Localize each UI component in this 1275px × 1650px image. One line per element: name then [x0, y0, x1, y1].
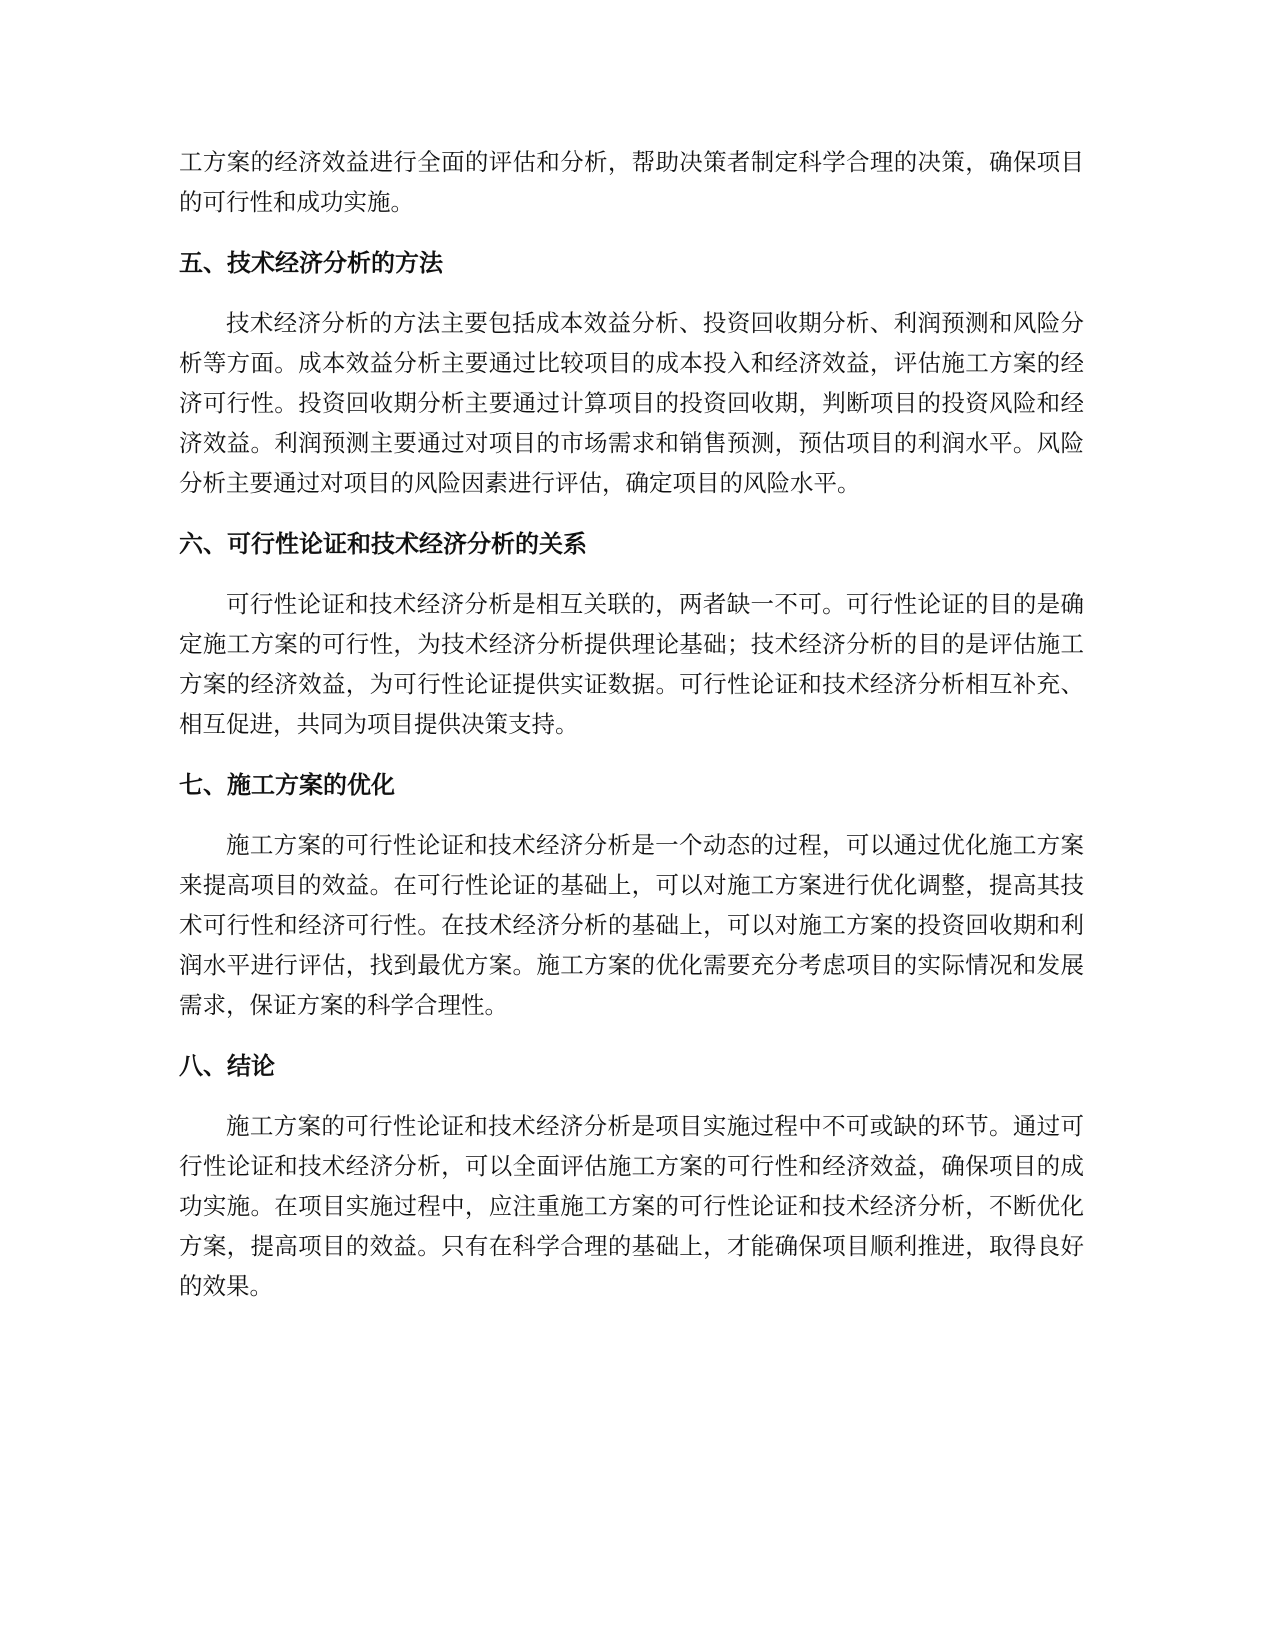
section-body-5: 技术经济分析的方法主要包括成本效益分析、投资回收期分析、利润预测和风险分析等方面。成本效益分析主要通过比较项目的成本投入和经济效益，评估施工方案的经济可行性。投资回收期分析主要通过计算项目的投资回收期，判断项目的投资风险和经济效益。利润预测主要通过对项目的市场需求和销售预测，预估项目的利润水平。风险分析主要通过对项目的风险因素进行评估，确定项目的风险水平。 — [179, 309, 1084, 497]
section-body-6: 可行性论证和技术经济分析是相互关联的，两者缺一不可。可行性论证的目的是确定施工方案的可行性，为技术经济分析提供理论基础；技术经济分析的目的是评估施工方案的经济效益，为可行性论证提供实证数据。可行性论证和技术经济分析相互补充、相互促进，共同为项目提供决策支持。 — [179, 590, 1084, 738]
section-heading-7: 七、施工方案的优化 — [179, 771, 395, 799]
section-heading-6: 六、可行性论证和技术经济分析的关系 — [179, 530, 587, 558]
section-body-7: 施工方案的可行性论证和技术经济分析是一个动态的过程，可以通过优化施工方案来提高项目的效益。在可行性论证的基础上，可以对施工方案进行优化调整，提高其技术可行性和经济可行性。在技术经济分析的基础上，可以对施工方案的投资回收期和利润水平进行评估，找到最优方案。施工方案的优化需要充分考虑项目的实际情况和发展需求，保证方案的科学合理性。 — [179, 831, 1084, 1019]
section-body-8: 施工方案的可行性论证和技术经济分析是项目实施过程中不可或缺的环节。通过可行性论证和技术经济分析，可以全面评估施工方案的可行性和经济效益，确保项目的成功实施。在项目实施过程中，应注重施工方案的可行性论证和技术经济分析，不断优化方案，提高项目的效益。只有在科学合理的基础上，才能确保项目顺利推进，取得良好的效果。 — [179, 1112, 1084, 1300]
spacer — [179, 561, 1084, 584]
spacer — [179, 222, 1084, 246]
section-heading-5: 五、技术经济分析的方法 — [179, 249, 443, 277]
spacer — [179, 1083, 1084, 1106]
spacer — [179, 744, 1084, 768]
spacer — [179, 802, 1084, 825]
spacer — [179, 1025, 1084, 1049]
spacer — [179, 280, 1084, 303]
intro-paragraph: 工方案的经济效益进行全面的评估和分析，帮助决策者制定科学合理的决策，确保项目的可行性和成功实施。 — [179, 148, 1084, 216]
document-page — [179, 142, 1084, 1306]
spacer — [179, 503, 1084, 527]
section-heading-8: 八、结论 — [179, 1052, 275, 1080]
